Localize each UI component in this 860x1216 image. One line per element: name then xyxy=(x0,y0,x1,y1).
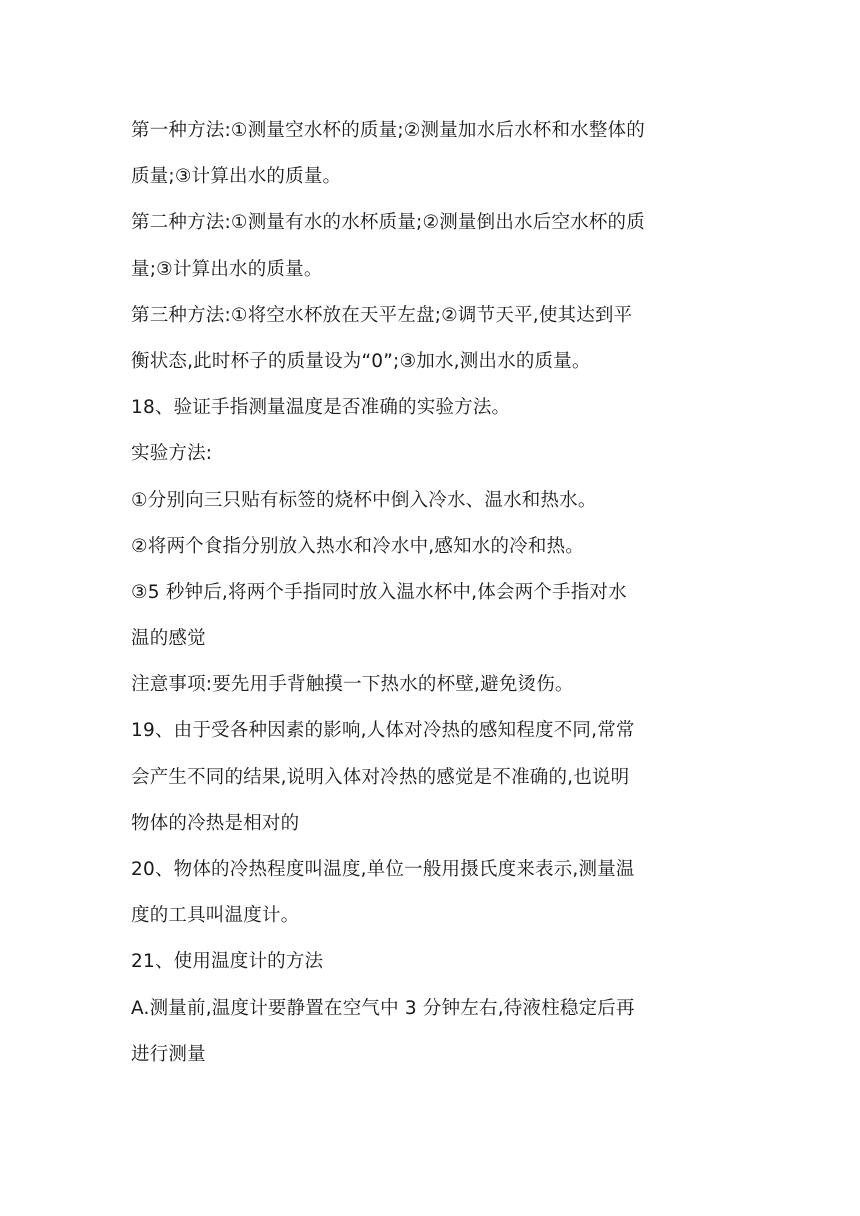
section-heading: 20、物体的冷热程度叫温度,单位一般用摄氏度来表示,测量温 xyxy=(131,859,635,880)
text-line: ②将两个食指分别放入热水和冷水中,感知水的冷和热。 xyxy=(131,535,584,557)
text-line: 物体的冷热是相对的 xyxy=(131,812,300,834)
text-line: 度的工具叫温度计。 xyxy=(131,905,300,927)
text-line: 温的感觉 xyxy=(131,628,206,650)
text-line: 进行测量 xyxy=(131,1043,206,1065)
text-line: 质量;③计算出水的质量。 xyxy=(131,166,342,188)
document-body xyxy=(131,108,731,1078)
text-line: 第二种方法:①测量有水的水杯质量;②测量倒出水后空水杯的质 xyxy=(131,212,645,234)
text-line: A.测量前,温度计要静置在空气中 3 分钟左右,待液柱稳定后再 xyxy=(131,997,635,1019)
section-heading: 21、使用温度计的方法 xyxy=(131,951,324,973)
text-line: 第一种方法:①测量空水杯的质量;②测量加水后水杯和水整体的 xyxy=(131,120,645,141)
section-heading: 19、由于受各种因素的影响,人体对冷热的感知程度不同,常常 xyxy=(131,720,635,742)
text-line: 会产生不同的结果,说明入体对冷热的感觉是不准确的,也说明 xyxy=(131,766,630,788)
text-line: ③5 秒钟后,将两个手指同时放入温水杯中,体会两个手指对水 xyxy=(131,581,627,603)
text-line: ①分别向三只贴有标签的烧杯中倒入冷水、温水和热水。 xyxy=(131,489,597,511)
text-line: 量;③计算出水的质量。 xyxy=(131,258,323,280)
text-line: 衡状态,此时杯子的质量设为“0”;③加水,测出水的质量。 xyxy=(131,350,591,372)
text-line: 第三种方法:①将空水杯放在天平左盘;②调节天平,使其达到平 xyxy=(131,304,633,326)
section-heading: 18、验证手指测量温度是否准确的实验方法。 xyxy=(131,397,511,419)
text-line: 注意事项:要先用手背触摸一下热水的杯壁,避免烫伤。 xyxy=(131,674,574,696)
text-line: 实验方法: xyxy=(131,443,213,465)
